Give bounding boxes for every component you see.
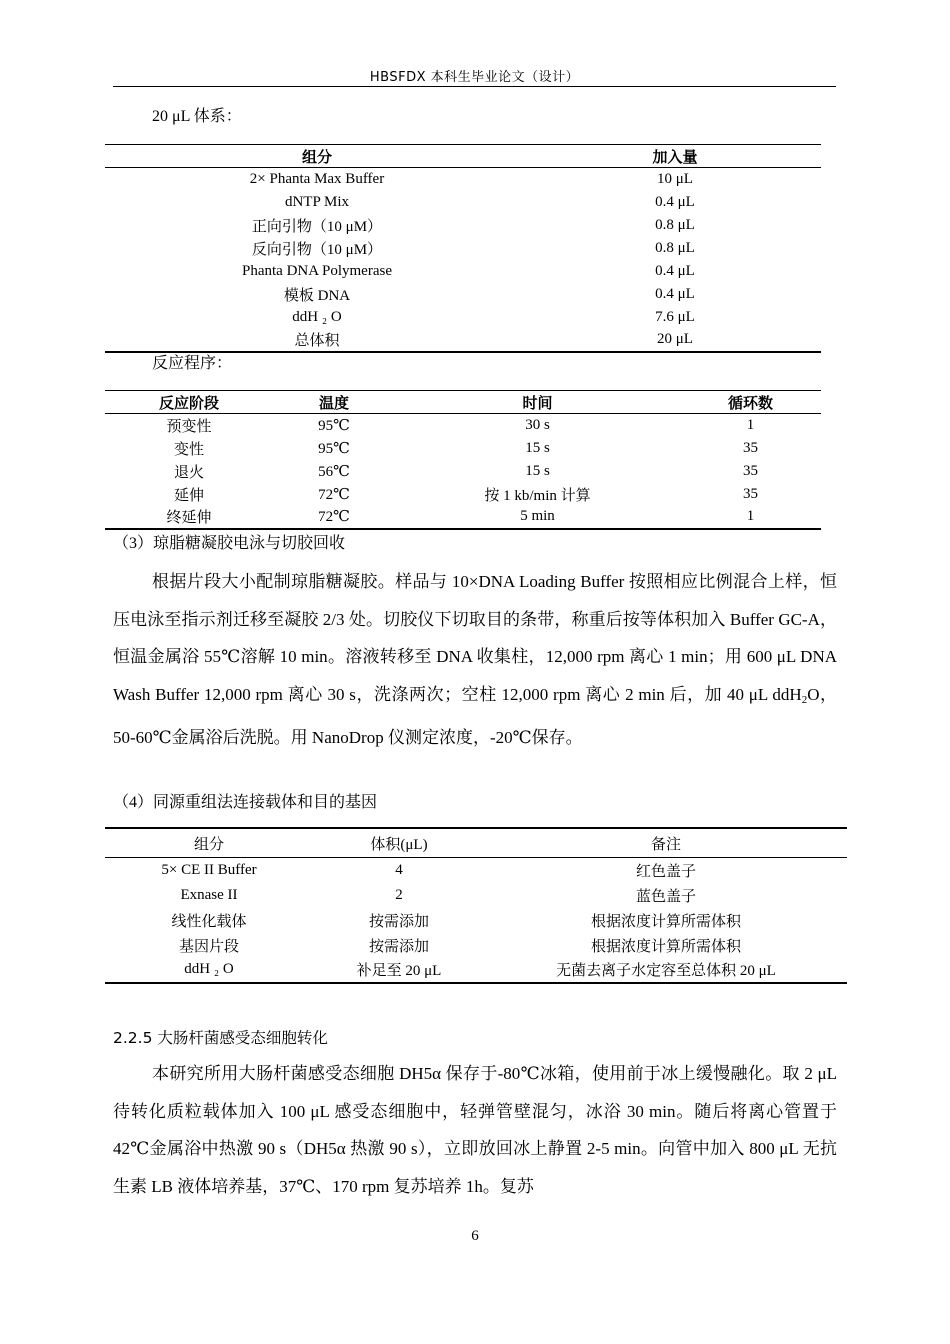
table-row — [105, 191, 821, 214]
cell: 0.4 μL — [655, 193, 695, 210]
cell: 变性 — [173, 441, 204, 458]
cell: 蓝色盖子 — [635, 888, 696, 905]
cell: 72℃ — [318, 509, 350, 525]
cell: 1 — [746, 416, 755, 433]
table-row — [105, 214, 821, 237]
table-row — [105, 437, 821, 460]
section-2-2-5-paragraph: 本研究所用大肠杆菌感受态细胞 DH5α 保存于-80℃冰箱，使用前于冰上缓慢融化。取 2 μL 待转化质粒载体加入 100 μL 感受态细胞中，轻弹管壁混匀，冰浴 30 min。随后将离心管置于 42℃金属浴中热激 90 s（DH5α 热激 90 s），立即放回冰上静置 2-5 min。向管中加入 800 μL 无抗生素 LB 液体培养基，37℃、170 rpm 复苏培养 1h。复苏 — [113, 1064, 837, 1196]
cell: ddH ₂ O — [292, 308, 342, 325]
table-row — [105, 933, 847, 958]
cell: 总体积 — [294, 333, 340, 349]
cell: 5 min — [520, 508, 555, 524]
cell: 0.8 μL — [655, 216, 695, 233]
cell: 延伸 — [173, 487, 204, 504]
table-row — [105, 260, 821, 283]
table-row — [105, 414, 821, 437]
table-row — [105, 329, 821, 352]
table-header-row — [105, 391, 821, 414]
cell: 按需添加 — [368, 913, 429, 930]
table-row — [105, 460, 821, 483]
col-header: 温度 — [273, 391, 395, 414]
cell: dNTP Mix — [284, 193, 350, 210]
cell: 终延伸 — [166, 510, 212, 526]
cell: 4 — [395, 861, 403, 878]
table-header-row — [105, 828, 847, 858]
col-header: 时间 — [395, 391, 680, 414]
col-header: 加入量 — [529, 145, 821, 168]
col-header: 备注 — [485, 828, 847, 858]
paragraph-text: O，50-60℃金属浴后洗脱。用 NanoDrop 仪测定浓度，-20℃保存。 — [113, 684, 837, 747]
section-3-paragraph — [113, 563, 837, 757]
cell: 95℃ — [318, 417, 350, 434]
col-header: 反应阶段 — [105, 391, 273, 414]
system-label: 20 μL 体系： — [152, 108, 242, 125]
ligation-table — [105, 827, 847, 984]
cell: 线性化载体 — [171, 913, 247, 930]
cell: 按 1 kb/min 计算 — [484, 487, 591, 504]
table-row — [105, 237, 821, 260]
cell: 退火 — [173, 464, 204, 481]
cell: 15 s — [525, 439, 550, 456]
cell: 模板 DNA — [283, 287, 351, 304]
col-header: 循环数 — [680, 391, 821, 414]
table-row — [105, 168, 821, 191]
reaction-program-table — [105, 390, 821, 530]
cell: 根据浓度计算所需体积 — [590, 938, 741, 955]
cell: 15 s — [525, 462, 550, 479]
cell: 1 — [746, 508, 755, 524]
pcr-system-table — [105, 144, 821, 353]
cell: 正向引物（10 μM） — [251, 218, 383, 235]
cell: 30 s — [525, 416, 550, 433]
section-3-title: （3）琼脂糖凝胶电泳与切胶回收 — [113, 535, 346, 552]
cell: ddH ₂ O — [184, 961, 234, 977]
section-4-title: （4）同源重组法连接载体和目的基因 — [113, 794, 378, 811]
cell: Phanta DNA Polymerase — [242, 262, 392, 279]
cell: 35 — [743, 485, 758, 502]
cell: 补足至 20 μL — [356, 963, 442, 979]
cell: 56℃ — [318, 463, 350, 480]
col-header: 组分 — [105, 145, 529, 168]
table-row — [105, 306, 821, 329]
table-row — [105, 506, 821, 529]
cell: 35 — [743, 462, 758, 479]
cell: 5× CE II Buffer — [161, 861, 257, 878]
page-header: HBSFDX 本科生毕业论文（设计） — [113, 66, 836, 87]
paragraph-text: 根据片段大小配制琼脂糖凝胶。样品与 10×DNA Loading Buffer 按照相应比例混合上样，恒压电泳至指示剂迁移至凝胶 2/3 处。切胶仪下切取目的条带，称重后按等体积加入 Buffer GC-A，恒温金属浴 55℃溶解 10 min。溶液转移至 DNA 收集柱，12,000 rpm 离心 1 min；用 600 μL DNA Wash Buffer 12,000 rpm 离心 30 s，洗涤两次；空柱 12,000 rpm 离心 2 min 后，加 40 μL ddH — [113, 572, 837, 704]
program-label: 反应程序： — [152, 355, 233, 372]
cell: 0.4 μL — [655, 262, 695, 279]
table-row — [105, 883, 847, 908]
page-number: 6 — [471, 1228, 479, 1244]
subscript: 2 — [801, 693, 808, 706]
table-row — [105, 283, 821, 306]
table-row — [105, 958, 847, 983]
cell: 无菌去离子水定容至总体积 20 μL — [556, 963, 776, 979]
cell: 0.8 μL — [655, 239, 695, 256]
cell: 72℃ — [318, 486, 350, 503]
table-row — [105, 858, 847, 883]
cell: 红色盖子 — [635, 863, 696, 880]
table-header-row — [105, 145, 821, 168]
table-row — [105, 483, 821, 506]
cell: 10 μL — [657, 170, 693, 187]
cell: 预变性 — [166, 418, 212, 435]
cell: 7.6 μL — [655, 308, 695, 325]
cell: 0.4 μL — [655, 285, 695, 302]
cell: 35 — [743, 439, 758, 456]
cell: 2× Phanta Max Buffer — [249, 170, 385, 187]
cell: 基因片段 — [178, 938, 239, 955]
cell: 20 μL — [657, 331, 693, 347]
cell: Exnase II — [180, 886, 238, 903]
cell: 反向引物（10 μM） — [251, 241, 383, 258]
section-2-2-5-heading: 2.2.5 大肠杆菌感受态细胞转化 — [113, 1029, 328, 1047]
table-row — [105, 908, 847, 933]
col-header: 体积(μL) — [313, 828, 485, 858]
cell: 2 — [395, 886, 403, 903]
col-header: 组分 — [105, 828, 313, 858]
cell: 95℃ — [318, 440, 350, 457]
cell: 根据浓度计算所需体积 — [590, 913, 741, 930]
cell: 按需添加 — [368, 938, 429, 955]
